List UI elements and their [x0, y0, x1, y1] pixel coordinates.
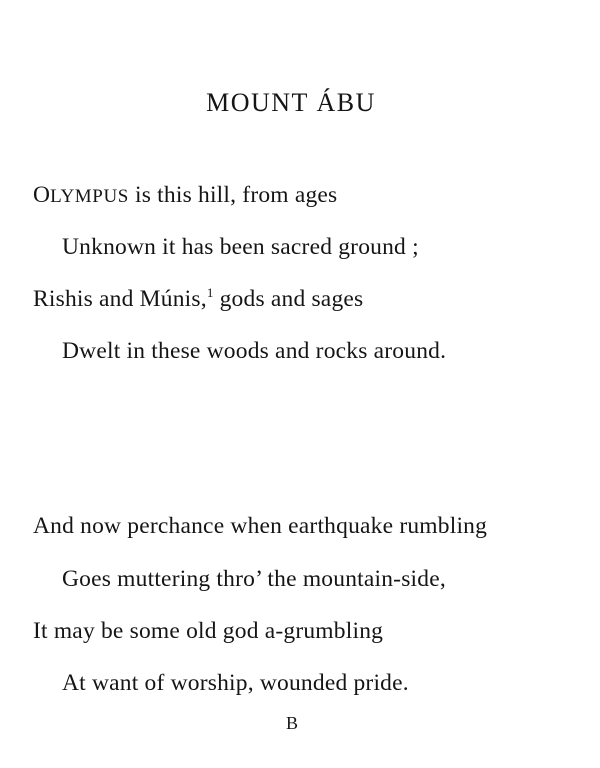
stanza1-line3-text-b: gods and sages [213, 286, 364, 312]
signature-mark: B [285, 713, 298, 733]
stanza1-line1-smallcaps: LYMPUS [50, 186, 129, 207]
stanza1-line3-text-a: Rishis and Múnis, [33, 286, 207, 312]
stanza1-line1 [33, 180, 337, 212]
stanza1-line3 [33, 284, 363, 314]
stanza1-line4: Dwelt in these woods and rocks around. [62, 338, 447, 364]
stanza1-line1-text: is this hill, from ages [128, 182, 338, 208]
stanza2-line1: And now perchance when earthquake rumbling [33, 513, 488, 539]
stanza1-line1-initial: O [33, 182, 51, 208]
stanza2-line2: Goes muttering thro’ the mountain-side, [62, 566, 446, 592]
footnote-marker: 1 [206, 285, 214, 301]
stanza2-line3: It may be some old god a-grumbling [33, 618, 384, 644]
stanza2-line4: At want of worship, wounded pride. [62, 670, 409, 696]
stanza1-line2: Unknown it has been sacred ground ; [62, 234, 419, 260]
poem-title: MOUNT ÁBU [206, 88, 376, 117]
